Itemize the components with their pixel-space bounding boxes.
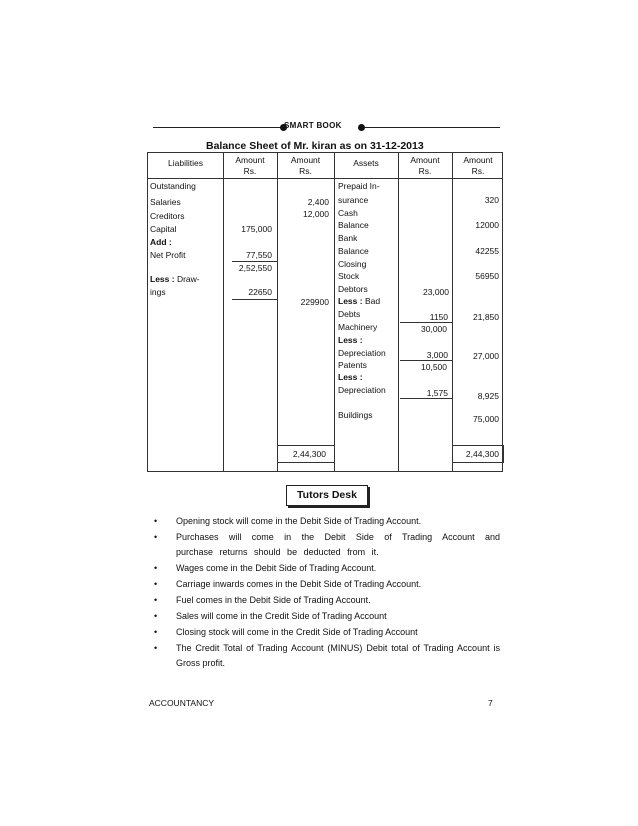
- list-item: • Wages come in the Debit Side of Trading Account.: [150, 561, 500, 576]
- asset-depreciation-1: Depreciation: [338, 348, 386, 358]
- liab-outstanding: Outstanding: [150, 181, 196, 191]
- debtors-net-amount: 21,850: [473, 312, 499, 322]
- capital-subtotal: 2,52,550: [238, 263, 272, 273]
- net-profit-amount: 77,550: [246, 250, 272, 260]
- bullet-icon: •: [154, 563, 158, 573]
- underline: [400, 322, 452, 323]
- debtors-amount: 23,000: [423, 287, 449, 297]
- col-divider: [223, 153, 224, 471]
- tutors-desk-title: Tutors Desk: [286, 485, 368, 506]
- underline: [400, 360, 452, 361]
- asset-less-2: Less :: [338, 372, 363, 382]
- header-amount-4: Amount Rs.: [463, 155, 493, 176]
- asset-buildings: Buildings: [338, 410, 373, 420]
- bank-amount: 42255: [475, 246, 499, 256]
- header-rule-left: [153, 127, 281, 128]
- col-divider: [334, 153, 335, 471]
- bullet-icon: •: [154, 532, 158, 542]
- balance-sheet-table: [147, 152, 503, 472]
- asset-bank-2: Balance: [338, 246, 369, 256]
- header-amount-2: Amount Rs.: [290, 155, 321, 176]
- header-amount-1: Amount Rs.: [235, 155, 265, 176]
- asset-depreciation-2: Depreciation: [338, 385, 386, 395]
- asset-closing: Closing: [338, 259, 367, 269]
- list-item: • Fuel comes in the Debit Side of Trading Account.: [150, 593, 500, 608]
- balance-sheet-title: Balance Sheet of Mr. kiran as on 31-12-2013: [206, 140, 424, 152]
- depreciation-1-amount: 3,000: [426, 350, 448, 360]
- asset-debts: Debts: [338, 309, 361, 319]
- underline: [400, 398, 452, 399]
- asset-less-1: Less :: [338, 335, 363, 345]
- list-item: • Opening stock will come in the Debit Side of Trading Account.: [150, 514, 500, 529]
- header-liabilities: Liabilities: [168, 158, 203, 168]
- patents-amount: 10,500: [421, 362, 447, 372]
- asset-less-bad: Less : Bad: [338, 296, 381, 306]
- header-label: SMART BOOK: [284, 121, 342, 130]
- liabilities-total: 2,44,300: [292, 449, 326, 459]
- liab-add: Add :: [150, 237, 172, 247]
- list-item: • The Credit Total of Trading Account (MINUS) Debit total of Trading Account is Gross profit.: [154, 643, 500, 668]
- asset-cash: Cash: [338, 208, 358, 218]
- asset-patents: Patents: [338, 360, 367, 370]
- underline: [232, 261, 277, 262]
- machinery-net-amount: 27,000: [473, 351, 499, 361]
- assets-total: 2,44,300: [465, 449, 499, 459]
- bullet-icon: •: [154, 643, 158, 653]
- asset-debtors: Debtors: [338, 284, 368, 294]
- bullet-icon: •: [154, 611, 158, 621]
- liab-ings: ings: [150, 287, 166, 297]
- capital-amount: 175,000: [241, 224, 272, 234]
- stock-amount: 56950: [475, 271, 499, 281]
- bullet-icon: •: [154, 595, 158, 605]
- header-divider: [148, 178, 502, 179]
- asset-machinery: Machinery: [338, 322, 378, 332]
- asset-cash-2: Balance: [338, 220, 369, 230]
- liab-net-profit: Net Profit: [150, 250, 186, 260]
- asset-bank: Bank: [338, 233, 358, 243]
- creditors-amount: 12,000: [303, 209, 329, 219]
- machinery-amount: 30,000: [421, 324, 447, 334]
- list-item: • Sales will come in the Credit Side of Trading Account: [150, 609, 500, 624]
- depreciation-2-amount: 1,575: [426, 388, 448, 398]
- list-item: • Purchases will come in the Debit Side of Trading Account and purchase returns should be deducted from it.: [154, 532, 500, 557]
- buildings-amount: 75,000: [473, 414, 499, 424]
- bullet-icon: •: [154, 627, 158, 637]
- liab-capital: Capital: [150, 224, 177, 234]
- asset-prepaid-1: Prepaid In-: [338, 181, 380, 191]
- asset-stock: Stock: [338, 271, 360, 281]
- cash-amount: 12000: [475, 220, 499, 230]
- header-rule-right: [364, 127, 500, 128]
- list-item: • Carriage inwards comes in the Debit Side of Trading Account.: [150, 577, 500, 592]
- header-amount-3: Amount Rs.: [410, 155, 440, 176]
- liab-creditors: Creditors: [150, 211, 185, 221]
- underline: [232, 299, 277, 300]
- list-item: • Closing stock will come in the Credit Side of Trading Account: [150, 625, 500, 640]
- prepaid-amount: 320: [484, 195, 499, 205]
- footer-subject: ACCOUNTANCY: [149, 698, 215, 708]
- patents-net-amount: 8,925: [477, 391, 499, 401]
- bullet-icon: •: [154, 516, 158, 526]
- liab-salaries: Salaries: [150, 197, 181, 207]
- bullet-icon: •: [154, 579, 158, 589]
- drawings-amount: 22650: [248, 287, 272, 297]
- asset-prepaid-2: surance: [338, 195, 369, 205]
- salaries-amount: 2,400: [307, 197, 329, 207]
- page-number: 7: [488, 698, 493, 708]
- capital-net-amount: 229900: [300, 297, 329, 307]
- header-assets: Assets: [353, 158, 379, 168]
- bad-debts-amount: 1150: [429, 312, 448, 322]
- liab-less-drawings: Less : Draw-: [150, 274, 200, 284]
- tutors-desk-list: [150, 514, 500, 672]
